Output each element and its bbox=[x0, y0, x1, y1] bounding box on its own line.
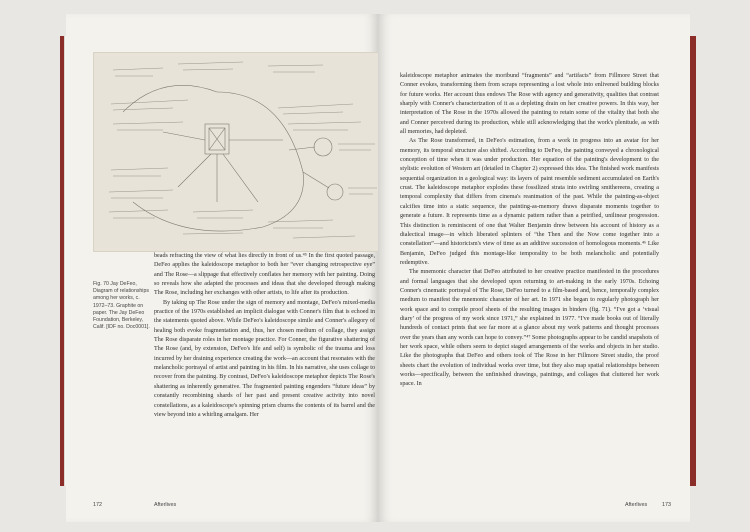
left-page bbox=[66, 14, 378, 522]
paragraph: As The Rose transformed, in DeFeo's estimation, from a work in progress into an avatar for her memory, its temporal structure also shifted. According to DeFeo, the painting conveyed a chronological conception of time when it was under production. Her equation of the painting's development to the stylistic evolution of Western art (detailed in Chapter 2) expressed this idea. The finished work manifests sequential organization in a geological way: its layers of paint resemble sediment accumulated on Earth's crust. The kaleidoscope metaphor explodes these fossilized strata into swirling smithereens, creating a temporal complexity that differs from cinema's reanimation of the past. While the painting-as-object calcifies time into a static sequence, the painting-as-memory draws disparate moments together to generate a future. It represents time as a dynamic pattern rather than a petrified, unilinear progression. This distinction is reminiscent of one that Walter Benjamin drew between his account of history as a dialectical image—in which liberated splinters of “the Then and the Now come together into a constellation”—and historicism's view of time as an additive succession of homologous moments.⁴⁶ Like Benjamin, DeFeo judged this montage-like temporality to be both melancholic and potentially redemptive. bbox=[400, 138, 659, 266]
page-number-left: 172 bbox=[93, 502, 102, 508]
paragraph: beads refracting the view of what lies directly in front of us.⁴⁵ In the first quoted passage, DeFeo applies the kaleidoscope metaphor to both her “ever changing retrospective eye” and The Rose—a slippage that effectively conflates her memory with her painting. Doing so reveals how she adapted the processes and ideas that she developed through making The Rose, including her exchanges with other artists, to life after its production. bbox=[154, 253, 375, 297]
right-page bbox=[378, 14, 690, 522]
running-head-right: Afterlives bbox=[625, 502, 648, 508]
paragraph: By taking up The Rose under the sign of memory and montage, DeFeo's mixed-media practice of the 1970s established an implicit dialogue with Conner's film that is echoed in the statements quoted above. While DeFeo's kaleidoscope simile and Conner's allegory of healing both evoke fragmentation and, thus, her chosen medium of collage, they assign The Rose disparate roles in her montage practice. For Conner, the figurative shattering of The Rose (and, by extension, DeFeo's life and self) is symbolic of the trauma and loss incurred by her draining experience creating the work—an account that resonates with the melancholic portrayal of artist and painting in his film. In his narrative, she uses collage to recover from the painting. By contrast, DeFeo's kaleidoscope metaphor depicts The Rose's shattering as inherently generative. The fragmented painting engenders “future ideas” by constantly recombining shards of her past and present creative activity into novel constellations, as a kaleidoscope's spinning prism churns the contents of its barrel and the view beyond into a whirling amalgam. Her bbox=[154, 299, 375, 418]
pencil-sketch-diagram-image bbox=[93, 52, 385, 252]
figure-sketch-diagram bbox=[93, 52, 385, 252]
figure-caption: Fig. 70 Jay DeFeo, Diagram of relationships among her works, c. 1972–73. Graphite on paper. The Jay DeFeo Foundation, Berkeley, Calif. [IDF no. Doc0001]. bbox=[93, 281, 150, 331]
body-text-right bbox=[400, 72, 659, 390]
running-head-left: Afterlives bbox=[154, 502, 177, 508]
paragraph: kaleidoscope metaphor animates the moribund “fragments” and “artifacts” from Fillmore Street that Conner evokes, transforming them from scraps representing a lost whole into enlivened building blocks for future works. Her account thus endows The Rose with agency and generativity, qualities that contrast sharply with Conner's characterization of it as a depleting drain on her creative powers. In this way, her interpretation of The Rose in the 1970s allowed the painting to retain some of the vitality that both she and Conner perceived during its production, while still acknowledging that the work's plenitude, as with all memories, had depleted. bbox=[400, 73, 659, 136]
paragraph: The mnemonic character that DeFeo attributed to her creative practice manifested in the procedures and formal languages that she developed upon returning to art-making in the early 1970s. Echoing Conner's cinematic portrayal of The Rose, DeFeo turned to a film-based and, hence, temporally complex medium to manifest the mnemonic character of her art. In 1971 she began to regularly photograph her work space and to compile proof sheets of the resulting images in binders (fig. 71). “I've got a ‘visual diary’ of the progress of my work since 1971,” she explained in 1977. “I've made books out of literally hundreds of contact prints that see far more at a glance about my work patterns and thought processes over the years than any words can hope to convey.”⁴⁷ Some photographs appear to be candid snapshots of her work space, while others seem to depict staged arrangements of the works and objects in her studio. Like the photographs that DeFeo and others took of The Rose in her Fillmore Street studio, the proof sheets chart the evolution of individual works over time, but they also map spatial relationships between works—specifically, between the unfinished drawings, paintings, and collages that cluttered her work space. In bbox=[400, 269, 659, 388]
body-text-left bbox=[154, 252, 375, 420]
page-number-right: 173 bbox=[662, 502, 671, 508]
